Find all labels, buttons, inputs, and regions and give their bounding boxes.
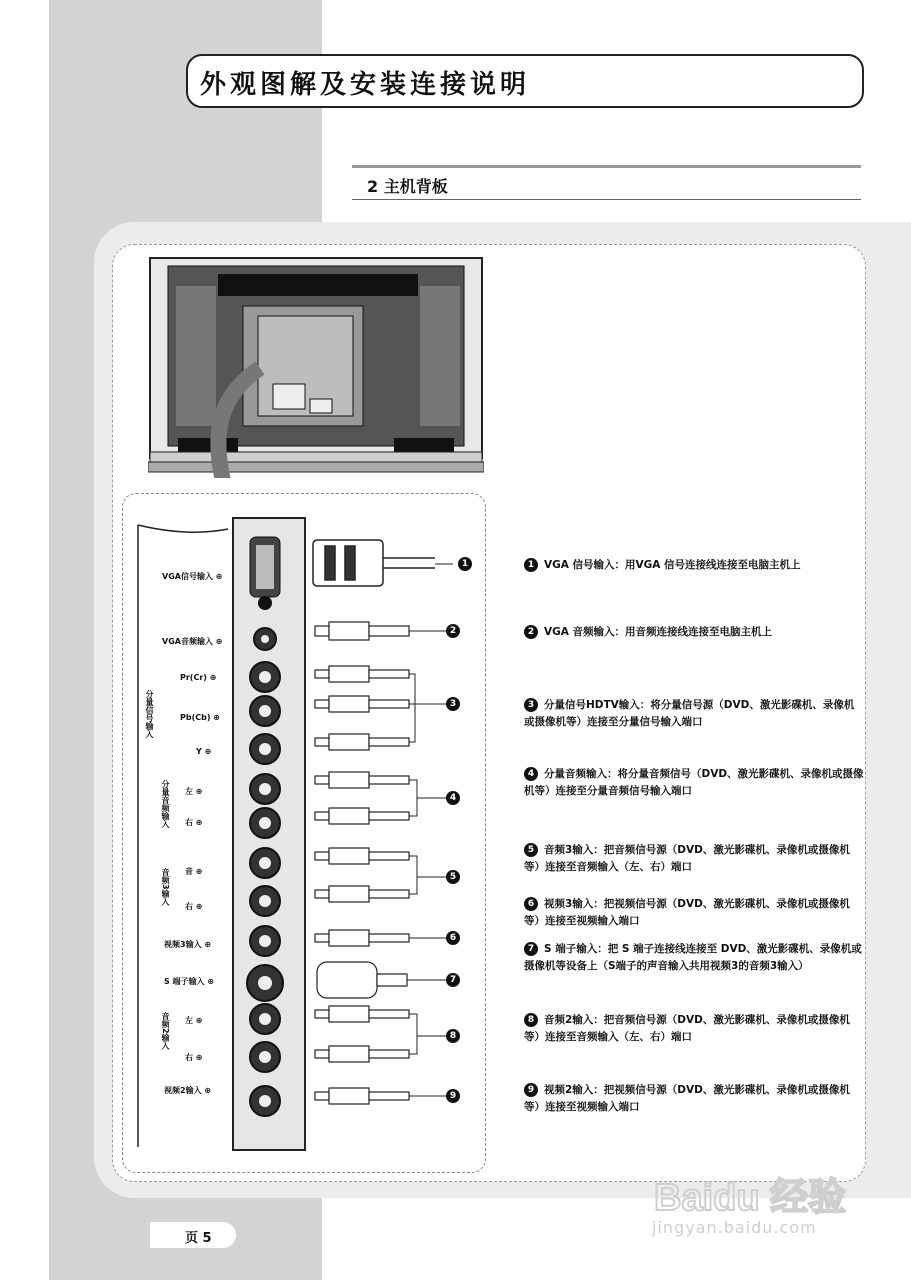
label-group-audio2: 音频2输入 bbox=[161, 1012, 170, 1050]
desc-1 bbox=[524, 557, 864, 574]
desc-2 bbox=[524, 624, 864, 641]
desc-text: 视频2输入：把视频信号源（DVD、激光影碟机、录像机或摄像机等）连接至视频输入端口 bbox=[524, 1084, 850, 1113]
desc-text: 音频2输入：把音频信号源（DVD、激光影碟机、录像机或摄像机等）连接至音频输入（左、右）端口 bbox=[524, 1014, 850, 1043]
callout-6: 6 bbox=[446, 931, 460, 945]
desc-num: 5 bbox=[524, 843, 538, 857]
desc-8 bbox=[524, 1012, 864, 1046]
callout-5: 5 bbox=[446, 870, 460, 884]
callout-9: 9 bbox=[446, 1089, 460, 1103]
jack-ports bbox=[232, 517, 304, 1151]
label-vga-audio: VGA音频输入 ⊕ bbox=[162, 637, 223, 646]
desc-num: 2 bbox=[524, 625, 538, 639]
callout-8: 8 bbox=[446, 1029, 460, 1043]
label-group-component: 分量信号输入 bbox=[145, 690, 154, 738]
section-rule-bottom bbox=[352, 199, 861, 200]
panel-edge-line bbox=[128, 517, 238, 1157]
desc-text: S 端子输入：把 S 端子连接线连接至 DVD、激光影碟机、录像机或摄像机等设备上（S端子的声音输入共用视频3的音频3输入） bbox=[524, 943, 862, 972]
desc-num: 8 bbox=[524, 1013, 538, 1027]
section-title: 2 主机背板 bbox=[367, 177, 448, 196]
label-right-3: 右 ⊕ bbox=[185, 1053, 203, 1062]
desc-num: 4 bbox=[524, 767, 538, 781]
desc-text: 分量信号HDTV输入：将分量信号源（DVD、激光影碟机、录像机或摄像机等）连接至分量信号输入端口 bbox=[524, 699, 855, 728]
label-left-1: 左 ⊕ bbox=[185, 787, 203, 796]
callout-7: 7 bbox=[446, 973, 460, 987]
label-right-2: 右 ⊕ bbox=[185, 902, 203, 911]
desc-4 bbox=[524, 766, 864, 800]
callout-2: 2 bbox=[446, 624, 460, 638]
label-left-3: 左 ⊕ bbox=[185, 1016, 203, 1025]
desc-text: VGA 信号输入：用VGA 信号连接线连接至电脑主机上 bbox=[544, 559, 801, 571]
desc-7 bbox=[524, 941, 864, 975]
label-video3: 视频3输入 ⊕ bbox=[164, 940, 212, 949]
label-group-audio-comp: 分量音频输入 bbox=[161, 780, 170, 828]
desc-num: 7 bbox=[524, 942, 538, 956]
label-y: Y ⊕ bbox=[196, 747, 212, 756]
desc-3 bbox=[524, 697, 864, 731]
desc-num: 6 bbox=[524, 897, 538, 911]
desc-9 bbox=[524, 1082, 864, 1116]
desc-5 bbox=[524, 842, 864, 876]
callout-1: 1 bbox=[458, 557, 472, 571]
label-s-in: S 端子输入 ⊕ bbox=[164, 977, 215, 986]
label-group-audio3: 音频3输入 bbox=[161, 868, 170, 906]
section-rule-top bbox=[352, 165, 861, 168]
desc-6 bbox=[524, 896, 864, 930]
desc-num: 9 bbox=[524, 1083, 538, 1097]
watermark-brand: Baidu 经验 bbox=[654, 1177, 847, 1219]
desc-text: 音频3输入：把音频信号源（DVD、激光影碟机、录像机或摄像机等）连接至音频输入（左、右）端口 bbox=[524, 844, 850, 873]
desc-num: 3 bbox=[524, 698, 538, 712]
callout-3: 3 bbox=[446, 697, 460, 711]
desc-num: 1 bbox=[524, 558, 538, 572]
label-pb: Pb(Cb) ⊕ bbox=[180, 713, 220, 722]
tv-back-illustration bbox=[148, 256, 484, 478]
watermark-url: jingyan.baidu.com bbox=[652, 1218, 817, 1237]
page-title: 外观图解及安装连接说明 bbox=[200, 70, 531, 100]
desc-text: 视频3输入：把视频信号源（DVD、激光影碟机、录像机或摄像机等）连接至视频输入端口 bbox=[524, 898, 850, 927]
label-video2: 视频2输入 ⊕ bbox=[164, 1086, 212, 1095]
label-left-2: 音 ⊕ bbox=[185, 867, 203, 876]
desc-text: VGA 音频输入：用音频连接线连接至电脑主机上 bbox=[544, 626, 773, 638]
label-pr: Pr(Cr) ⊕ bbox=[180, 673, 217, 682]
page-number: 页 5 bbox=[185, 1231, 212, 1246]
label-right-1: 右 ⊕ bbox=[185, 818, 203, 827]
label-vga-in: VGA信号输入 ⊕ bbox=[162, 572, 223, 581]
desc-text: 分量音频输入：将分量音频信号（DVD、激光影碟机、录像机或摄像机等）连接至分量音频信号输入端口 bbox=[524, 768, 864, 797]
callout-4: 4 bbox=[446, 791, 460, 805]
